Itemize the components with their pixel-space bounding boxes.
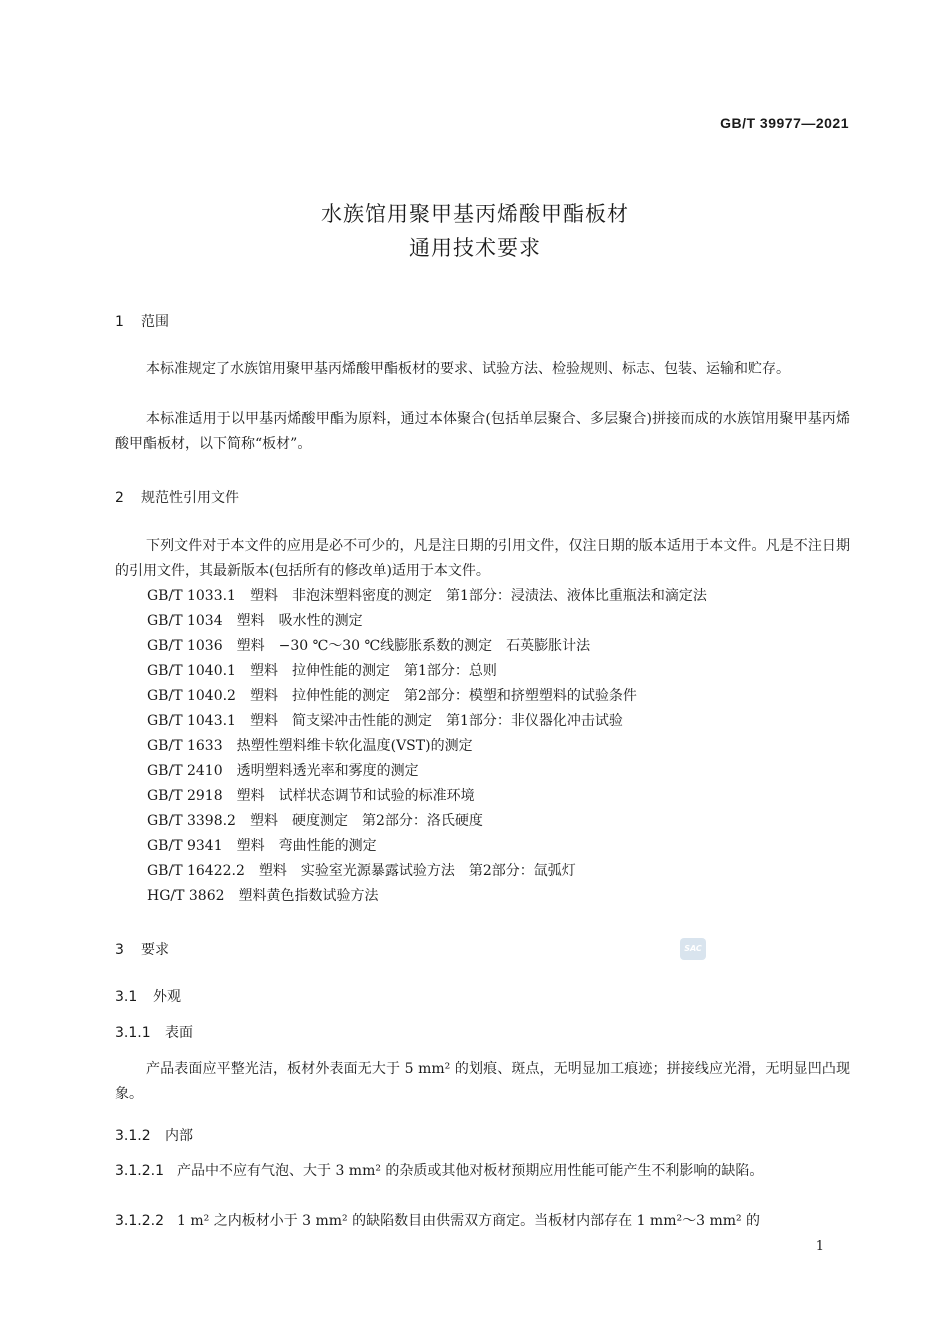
section-2-paragraph-1: 下列文件对于本文件的应用是必不可少的，凡是注日期的引用文件，仅注日期的版本适用于本文件。凡是不注日期的引用文件，其最新版本(包括所有的修改单)适用于本文件。	[115, 538, 850, 579]
section-number: 3.1.1	[115, 1025, 151, 1041]
document-title-line1: 水族馆用聚甲基丙烯酸甲酯板材	[321, 202, 629, 226]
section-3-1-1-heading	[115, 1022, 193, 1042]
section-1-heading	[115, 311, 169, 331]
clause-text: 1 m² 之内板材小于 3 mm² 的缺陷数目由供需双方商定。当板材内部存在 1 mm²～3 mm² 的	[177, 1213, 761, 1229]
reference-item: GB/T 1040.2 塑料 拉伸性能的测定 第2部分：模塑和挤塑塑料的试验条件	[147, 688, 637, 704]
standard-number: GB/T 39977—2021	[720, 115, 849, 131]
section-2-heading	[115, 487, 239, 507]
section-number: 3	[115, 942, 124, 958]
sac-watermark: SAC	[680, 938, 706, 960]
section-title: 表面	[165, 1025, 193, 1041]
section-number: 3.1.2	[115, 1128, 151, 1144]
section-number: 2	[115, 490, 124, 506]
page-number: 1	[815, 1239, 824, 1254]
section-title: 规范性引用文件	[141, 490, 239, 506]
section-title: 要求	[141, 942, 169, 958]
clause-number: 3.1.2.2	[115, 1213, 164, 1229]
section-number: 1	[115, 314, 124, 330]
clause-number: 3.1.2.1	[115, 1163, 164, 1179]
reference-item: GB/T 1040.1 塑料 拉伸性能的测定 第1部分：总则	[147, 663, 497, 679]
reference-item: GB/T 9341 塑料 弯曲性能的测定	[147, 838, 377, 854]
section-title: 内部	[165, 1128, 193, 1144]
section-1-paragraph-1: 本标准规定了水族馆用聚甲基丙烯酸甲酯板材的要求、试验方法、检验规则、标志、包装、运输和贮存。	[146, 361, 790, 377]
reference-item: GB/T 1043.1 塑料 简支梁冲击性能的测定 第1部分：非仪器化冲击试验	[147, 713, 623, 729]
reference-item: GB/T 2918 塑料 试样状态调节和试验的标准环境	[147, 788, 475, 804]
clause-text: 产品中不应有气泡、大于 3 mm² 的杂质或其他对板材预期应用性能可能产生不利影响的缺陷。	[177, 1163, 764, 1179]
section-3-heading	[115, 939, 169, 959]
section-3-1-1-paragraph: 产品表面应平整光洁，板材外表面无大于 5 mm² 的划痕、斑点，无明显加工痕迹；拼接线应光滑，无明显凹凸现象。	[115, 1061, 850, 1102]
clause-3-1-2-1	[115, 1159, 850, 1184]
reference-item: GB/T 2410 透明塑料透光率和雾度的测定	[147, 763, 419, 779]
reference-item: GB/T 1033.1 塑料 非泡沫塑料密度的测定 第1部分：浸渍法、液体比重瓶法和滴定法	[147, 588, 707, 604]
section-number: 3.1	[115, 989, 138, 1005]
reference-item: HG/T 3862 塑料黄色指数试验方法	[147, 888, 379, 904]
reference-item: GB/T 1034 塑料 吸水性的测定	[147, 613, 363, 629]
reference-item: GB/T 3398.2 塑料 硬度测定 第2部分：洛氏硬度	[147, 813, 483, 829]
clause-3-1-2-2	[115, 1209, 850, 1234]
reference-item: GB/T 16422.2 塑料 实验室光源暴露试验方法 第2部分：氙弧灯	[147, 863, 576, 879]
section-1-paragraph-2: 本标准适用于以甲基丙烯酸甲酯为原料，通过本体聚合(包括单层聚合、多层聚合)拼接而成的水族馆用聚甲基丙烯酸甲酯板材，以下简称“板材”。	[115, 411, 850, 452]
section-title: 范围	[141, 314, 169, 330]
document-title-line2: 通用技术要求	[409, 236, 541, 260]
section-title: 外观	[153, 989, 181, 1005]
reference-item: GB/T 1633 热塑性塑料维卡软化温度(VST)的测定	[147, 738, 473, 754]
section-3-1-2-heading	[115, 1125, 193, 1145]
section-3-1-heading	[115, 986, 181, 1006]
reference-item: GB/T 1036 塑料 −30 ℃～30 ℃线膨胀系数的测定 石英膨胀计法	[147, 638, 591, 654]
